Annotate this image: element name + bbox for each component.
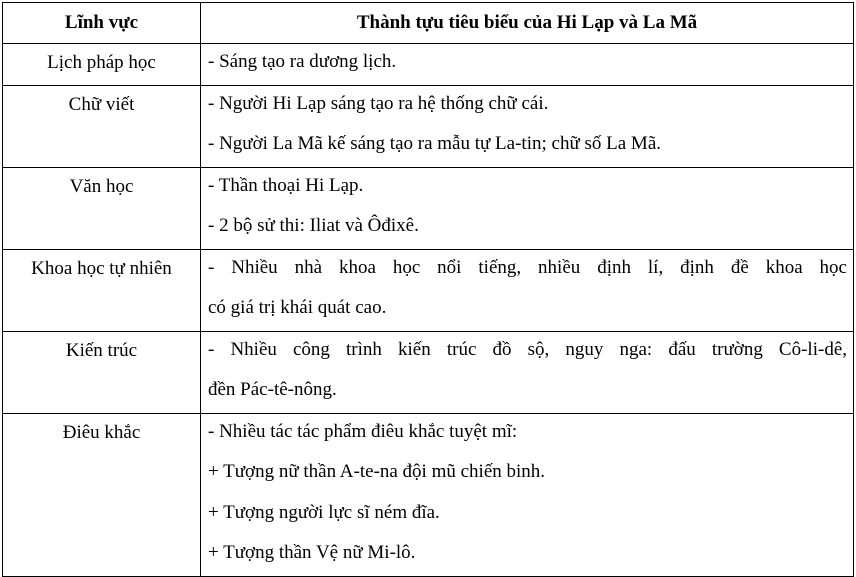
row-field-cell	[3, 85, 201, 167]
achievement-line: - Nhiều công trình kiến trúc đồ sộ, nguy nga: đấu trường Cô-li-dê,	[208, 338, 847, 360]
field-label: Chữ viết	[68, 93, 135, 115]
row-field-cell	[3, 249, 201, 331]
row-desc-cell	[201, 44, 854, 86]
achievement-line: + Tượng người lực sĩ ném đĩa.	[208, 501, 440, 523]
table-row	[3, 413, 854, 576]
field-label: Khoa học tự nhiên	[31, 257, 172, 279]
achievement-line: - Sáng tạo ra dương lịch.	[208, 51, 397, 72]
achievement-line: đền Pác-tê-nông.	[208, 379, 337, 400]
row-field-cell	[3, 331, 201, 413]
achievements-table	[2, 2, 854, 577]
table-header-row	[3, 3, 854, 44]
row-desc-cell	[201, 85, 854, 167]
row-desc-cell	[201, 167, 854, 249]
table-row	[3, 85, 854, 167]
achievement-line: có giá trị khái quát cao.	[208, 297, 387, 318]
achievement-line: + Tượng thần Vệ nữ Mi-lô.	[208, 542, 416, 563]
field-label: Kiến trúc	[65, 339, 138, 361]
table-row	[3, 249, 854, 331]
row-field-cell	[3, 167, 201, 249]
achievement-line: - Nhiều nhà khoa học nổi tiếng, nhiều định lí, định đề khoa học	[208, 256, 847, 278]
field-label: Văn học	[69, 175, 134, 197]
achievement-line: - Người Hi Lạp sáng tạo ra hệ thống chữ cái.	[208, 92, 549, 114]
table-row	[3, 331, 854, 413]
row-desc-cell	[201, 413, 854, 576]
table-row	[3, 44, 854, 86]
header-achievements: Thành tựu tiêu biểu của Hi Lạp và La Mã	[201, 3, 854, 44]
achievement-line: + Tượng nữ thần A-te-na đội mũ chiến binh.	[208, 461, 546, 482]
achievement-line: - Thần thoại Hi Lạp.	[208, 174, 364, 196]
row-field-cell	[3, 44, 201, 86]
row-desc-cell	[201, 331, 854, 413]
achievement-line: - Người La Mã kế sáng tạo ra mẫu tự La-tin; chữ số La Mã.	[208, 133, 662, 154]
row-field-cell	[3, 413, 201, 576]
achievement-line: - 2 bộ sử thi: Iliat và Ôđixê.	[208, 215, 419, 236]
field-label: Lịch pháp học	[47, 52, 156, 73]
achievement-line: - Nhiều tác tác phẩm điêu khắc tuyệt mĩ:	[208, 420, 518, 442]
header-field: Lĩnh vực	[3, 3, 201, 44]
row-desc-cell	[201, 249, 854, 331]
field-label: Điêu khắc	[62, 421, 141, 443]
table-row	[3, 167, 854, 249]
